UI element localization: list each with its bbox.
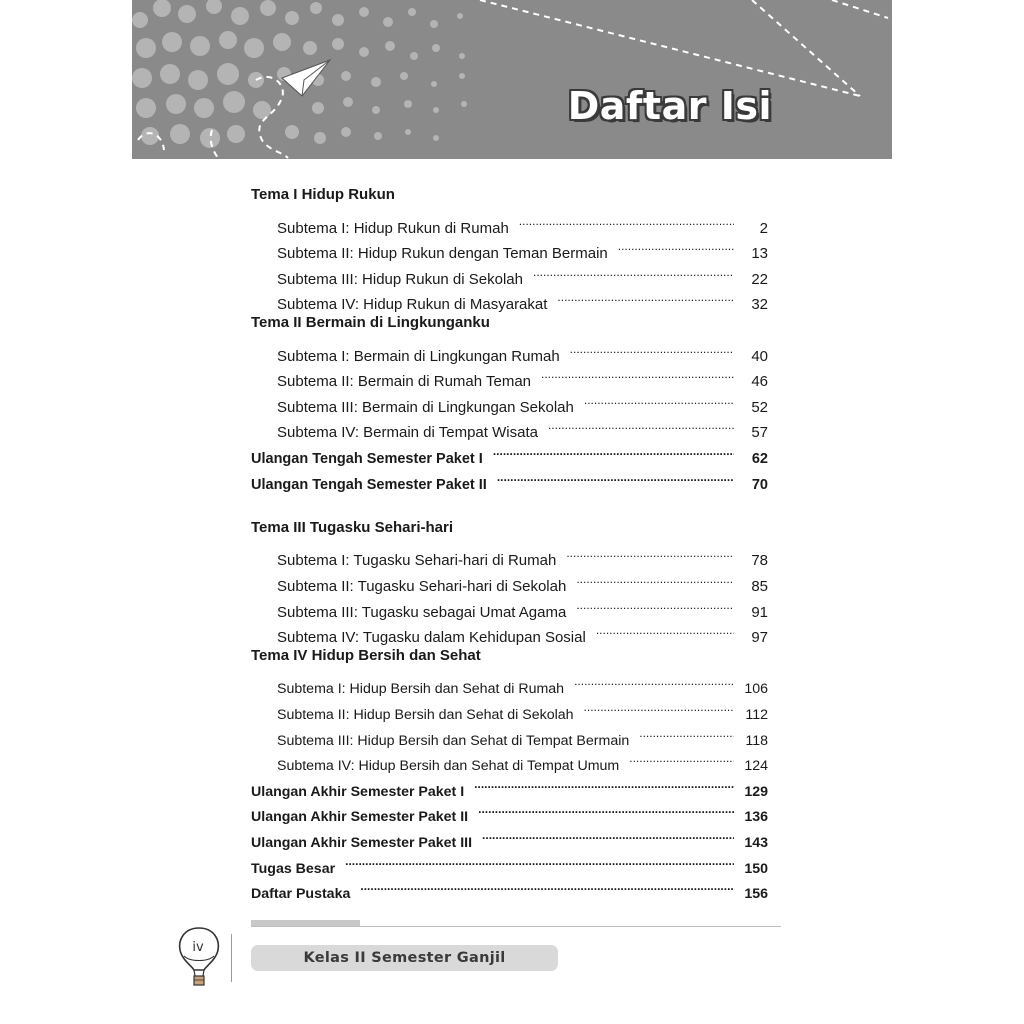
dot-leader [482, 823, 734, 847]
class-label: Kelas II Semester Ganjil [251, 945, 558, 971]
toc-entry-label: Subtema III: Hidup Rukun di Sekolah [277, 270, 523, 288]
footer-divider [231, 934, 232, 982]
toc-theme-heading [251, 311, 500, 335]
dot-leader [618, 234, 734, 258]
toc-entry-page-number: 91 [751, 603, 768, 621]
header-banner [132, 0, 892, 159]
dot-leader [596, 618, 734, 642]
footer-rule [251, 926, 781, 927]
toc-entry-page-number: 124 [744, 758, 768, 775]
toc-major-entry [251, 772, 768, 800]
toc-entry-page-number: 13 [751, 245, 768, 263]
toc-entry-label: Ulangan Akhir Semester Paket II [251, 809, 469, 826]
dot-leader [574, 669, 734, 693]
toc-entry-page-number: 143 [744, 835, 768, 851]
toc-entry-page-number: 78 [751, 552, 768, 570]
toc-subtheme-entry [277, 669, 768, 698]
toc-major-entry [251, 439, 768, 467]
toc-theme-heading [251, 516, 463, 540]
toc-entry-label: Subtema IV: Hidup Rukun di Masyarakat [277, 296, 548, 314]
toc-entry-page-number: 136 [744, 809, 768, 826]
toc-subtheme-entry [277, 362, 768, 391]
toc-entry-label: Tema IV Hidup Bersih dan Sehat [251, 646, 481, 664]
dot-leader [576, 593, 734, 617]
toc-subtheme-entry [277, 618, 768, 647]
toc-entry-label: Subtema I: Hidup Rukun di Rumah [277, 219, 509, 237]
toc-subtheme-entry [277, 285, 768, 314]
toc-major-entry [251, 797, 768, 826]
dot-leader [474, 772, 734, 796]
dot-leader [541, 362, 734, 386]
dot-leader [576, 567, 734, 591]
toc-entry-page-number: 57 [751, 424, 768, 442]
toc-subtheme-entry [277, 541, 768, 570]
toc-entry-label: Subtema II: Bermain di Rumah Teman [277, 373, 532, 391]
dot-leader [584, 695, 734, 719]
toc-entry-label: Subtema III: Tugasku sebagai Umat Agama [277, 603, 567, 621]
toc-entry-page-number: 46 [751, 373, 768, 391]
toc-subtheme-entry [277, 209, 768, 237]
toc-entry-label: Ulangan Akhir Semester Paket III [251, 835, 473, 851]
toc-subtheme-entry [277, 695, 768, 723]
toc-entry-label: Subtema II: Hidup Bersih dan Sehat di Sekolah [277, 707, 574, 723]
toc-entry-page-number: 2 [759, 219, 768, 237]
toc-entry-page-number: 32 [751, 296, 768, 314]
toc-major-entry [251, 874, 768, 903]
toc-subtheme-entry [277, 337, 768, 365]
dot-leader [584, 388, 734, 412]
toc-entry-label: Subtema IV: Hidup Bersih dan Sehat di Tempat Umum [277, 758, 620, 775]
toc-entry-label: Subtema I: Hidup Bersih dan Sehat di Rumah [277, 681, 565, 698]
dot-leader [639, 721, 734, 745]
toc-theme-heading [251, 644, 491, 668]
toc-entry-page-number: 85 [751, 578, 768, 595]
toc-subtheme-entry [277, 388, 768, 416]
toc-entry-page-number: 112 [745, 707, 768, 723]
toc-subtheme-entry [277, 746, 768, 775]
toc-major-entry [251, 823, 768, 851]
dot-leader [345, 849, 734, 873]
toc-major-entry [251, 465, 768, 493]
toc-entry-page-number: 129 [744, 783, 768, 800]
toc-entry-label: Subtema IV: Tugasku dalam Kehidupan Sosial [277, 629, 586, 647]
toc-entry-page-number: 106 [744, 681, 768, 698]
toc-entry-page-number: 118 [745, 732, 768, 749]
dot-leader [548, 413, 734, 437]
toc-entry-label: Subtema I: Bermain di Lingkungan Rumah [277, 347, 560, 365]
toc-entry-label: Subtema III: Hidup Bersih dan Sehat di Tempat Bermain [277, 732, 630, 749]
toc-entry-label: Subtema II: Hidup Rukun dengan Teman Bermain [277, 245, 608, 263]
dot-leader [533, 260, 734, 284]
toc-entry-label: Ulangan Tengah Semester Paket I [251, 451, 483, 467]
toc-entry-label: Subtema I: Tugasku Sehari-hari di Rumah [277, 552, 557, 570]
dot-leader [493, 439, 734, 463]
toc-subtheme-entry [277, 567, 768, 595]
toc-entry-page-number: 70 [751, 476, 768, 493]
toc-entry-label: Tugas Besar [251, 860, 336, 877]
toc-entry-label: Tema III Tugasku Sehari-hari [251, 518, 454, 536]
toc-subtheme-entry [277, 413, 768, 442]
dot-leader [570, 337, 734, 361]
toc-entry-label: Tema I Hidup Rukun [251, 186, 395, 203]
toc-entry-label: Subtema IV: Bermain di Tempat Wisata [277, 424, 538, 442]
toc-entry-page-number: 97 [751, 629, 768, 647]
toc-entry-page-number: 22 [751, 270, 768, 288]
dot-leader [478, 797, 734, 821]
toc-entry-label: Ulangan Akhir Semester Paket I [251, 783, 465, 800]
page-title: Daftar Isi [567, 84, 772, 128]
page-number: iv [192, 940, 204, 955]
toc-entry-label: Subtema III: Bermain di Lingkungan Sekolah [277, 398, 574, 416]
dot-leader [566, 541, 734, 565]
toc-subtheme-entry [277, 721, 768, 749]
toc-theme-heading [251, 183, 405, 207]
dot-leader [629, 746, 734, 770]
toc-entry-page-number: 150 [744, 860, 768, 877]
toc-subtheme-entry [277, 234, 768, 263]
toc-subtheme-entry [277, 593, 768, 621]
dot-leader [557, 285, 734, 309]
dot-leader [519, 209, 734, 233]
dot-leader [360, 874, 734, 898]
toc-entry-page-number: 40 [751, 347, 768, 365]
toc-major-entry [251, 849, 768, 877]
toc-entry-label: Daftar Pustaka [251, 886, 351, 903]
toc-entry-page-number: 52 [751, 398, 768, 416]
dot-pattern-decoration [132, 0, 892, 159]
toc-entry-page-number: 62 [751, 451, 768, 467]
toc-entry-label: Ulangan Tengah Semester Paket II [251, 476, 487, 493]
hot-air-balloon-icon [176, 926, 222, 990]
toc-entry-label: Tema II Bermain di Lingkunganku [251, 314, 490, 331]
toc-entry-label: Subtema II: Tugasku Sehari-hari di Sekolah [277, 578, 567, 595]
dot-leader [497, 465, 734, 489]
toc-subtheme-entry [277, 260, 768, 288]
toc-entry-page-number: 156 [744, 886, 768, 903]
